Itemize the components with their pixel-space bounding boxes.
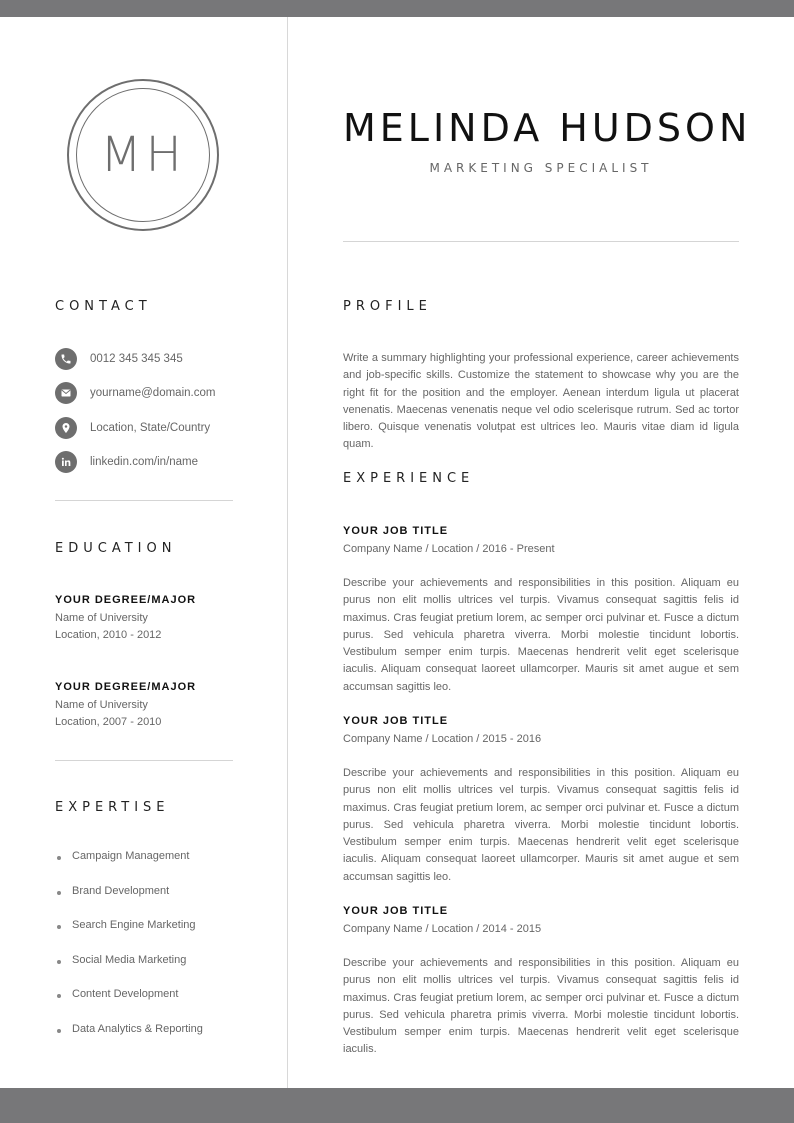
expertise-heading: EXPERTISE bbox=[55, 800, 170, 815]
sidebar-divider bbox=[55, 760, 233, 761]
education-degree: YOUR DEGREE/MAJOR bbox=[55, 594, 197, 606]
skill-label: Data Analytics & Reporting bbox=[72, 1022, 203, 1035]
bullet-icon bbox=[57, 994, 61, 998]
contact-heading: CONTACT bbox=[55, 299, 152, 314]
email-icon bbox=[55, 382, 77, 404]
skill-label: Brand Development bbox=[72, 884, 170, 897]
job-meta: Company Name / Location / 2016 - Present bbox=[343, 543, 555, 555]
job-meta: Company Name / Location / 2014 - 2015 bbox=[343, 923, 542, 935]
job-description: Describe your achievements and responsibilities in this position. Aliquam eu purus non elit mollis ultrices vel turpis. Vivamus consequat sagittis felis id maximus. Cras feugiat pretium lorem, ac semper orci pulvinar et. Fusce a dictum purus. Sed vehicula pharetra viverra. Morbi molestie tincidunt lobortis. Vestibulum semper enim turpis. Maecenas hendrerit velit eget scelerisque iaculis. Aliquam consequat laoreet ullamcorper. Mauris sit amet augue et sem accumsan sagittis leo. bbox=[343, 577, 739, 693]
person-role: MARKETING SPECIALIST bbox=[429, 161, 653, 175]
top-bar bbox=[0, 0, 794, 17]
profile-heading: PROFILE bbox=[343, 299, 432, 314]
education-school: Name of University bbox=[55, 612, 148, 624]
contact-location bbox=[55, 417, 210, 439]
job-title: YOUR JOB TITLE bbox=[343, 715, 449, 727]
skill-label: Social Media Marketing bbox=[72, 953, 187, 966]
monogram: MH bbox=[100, 127, 186, 183]
person-name: MELINDA HUDSON bbox=[343, 106, 752, 150]
list-item bbox=[55, 919, 203, 954]
education-heading: EDUCATION bbox=[55, 541, 177, 556]
contact-email bbox=[55, 382, 215, 404]
list-item bbox=[55, 954, 203, 989]
experience-heading: EXPERIENCE bbox=[343, 471, 475, 486]
bullet-icon bbox=[57, 856, 61, 860]
sidebar-divider bbox=[55, 500, 233, 501]
expertise-list bbox=[55, 850, 203, 1058]
bottom-bar bbox=[0, 1088, 794, 1123]
education-degree: YOUR DEGREE/MAJOR bbox=[55, 681, 197, 693]
list-item bbox=[55, 850, 203, 885]
location-text: Location, State/Country bbox=[90, 422, 211, 434]
job-title: YOUR JOB TITLE bbox=[343, 905, 449, 917]
phone-icon bbox=[55, 348, 77, 370]
linkedin-text[interactable]: linkedin.com/in/name bbox=[90, 456, 199, 468]
education-location: Location, 2010 - 2012 bbox=[55, 629, 162, 641]
profile-text: Write a summary highlighting your professional experience, career achievements and job-specific skills. Customize the statement to showcase why you are the right fit for the position and the employer. Aenean interdum ligula ut placerat venenatis. Maecenas venenatis neque vel odio scelerisque rutrum. Sed ac tortor libero. Quisque venenatis volutpat est ultrices leo. Mauris vitae diam id ligula quam. bbox=[343, 352, 739, 451]
job-description: Describe your achievements and responsibilities in this position. Aliquam eu purus non elit mollis ultrices vel turpis. Vivamus consequat sagittis felis id maximus. Cras feugiat pretium lorem, ac semper orci pulvinar et. Fusce a dictum purus. Sed vehicula pharetra viverra. Morbi molestie tincidunt lobortis. Vestibulum semper enim turpis. Maecenas hendrerit velit eget scelerisque iaculis. Aliquam consequat laoreet ullamcorper. Mauris sit amet augue et sem accumsan sagittis leo. bbox=[343, 767, 739, 883]
column-divider bbox=[287, 17, 288, 1088]
education-location: Location, 2007 - 2010 bbox=[55, 716, 162, 728]
contact-linkedin bbox=[55, 451, 198, 473]
location-icon bbox=[55, 417, 77, 439]
list-item bbox=[55, 988, 203, 1023]
bullet-icon bbox=[57, 1029, 61, 1033]
header-divider bbox=[343, 241, 739, 242]
linkedin-icon bbox=[55, 451, 77, 473]
bullet-icon bbox=[57, 891, 61, 895]
skill-label: Content Development bbox=[72, 988, 179, 1001]
contact-phone bbox=[55, 348, 183, 370]
list-item bbox=[55, 1023, 203, 1058]
skill-label: Search Engine Marketing bbox=[72, 919, 196, 932]
skill-label: Campaign Management bbox=[72, 850, 190, 862]
email-text[interactable]: yourname@domain.com bbox=[90, 387, 216, 399]
bullet-icon bbox=[57, 925, 61, 929]
phone-text[interactable]: 0012 345 345 345 bbox=[90, 353, 183, 365]
job-meta: Company Name / Location / 2015 - 2016 bbox=[343, 733, 542, 745]
bullet-icon bbox=[57, 960, 61, 964]
job-description: Describe your achievements and responsibilities in this position. Aliquam eu purus non elit mollis ultrices vel turpis. Vivamus consequat sagittis felis id maximus. Cras feugiat pretium lorem, ac semper orci pulvinar et. Fusce a dictum purus. Sed vehicula pharetra primis viverra. Morbi molestie tincidunt lobortis. Vestibulum semper enim turpis. Maecenas hendrerit velit eget scelerisque iaculis. bbox=[343, 957, 739, 1056]
education-school: Name of University bbox=[55, 699, 148, 711]
job-title: YOUR JOB TITLE bbox=[343, 525, 449, 537]
list-item bbox=[55, 885, 203, 920]
